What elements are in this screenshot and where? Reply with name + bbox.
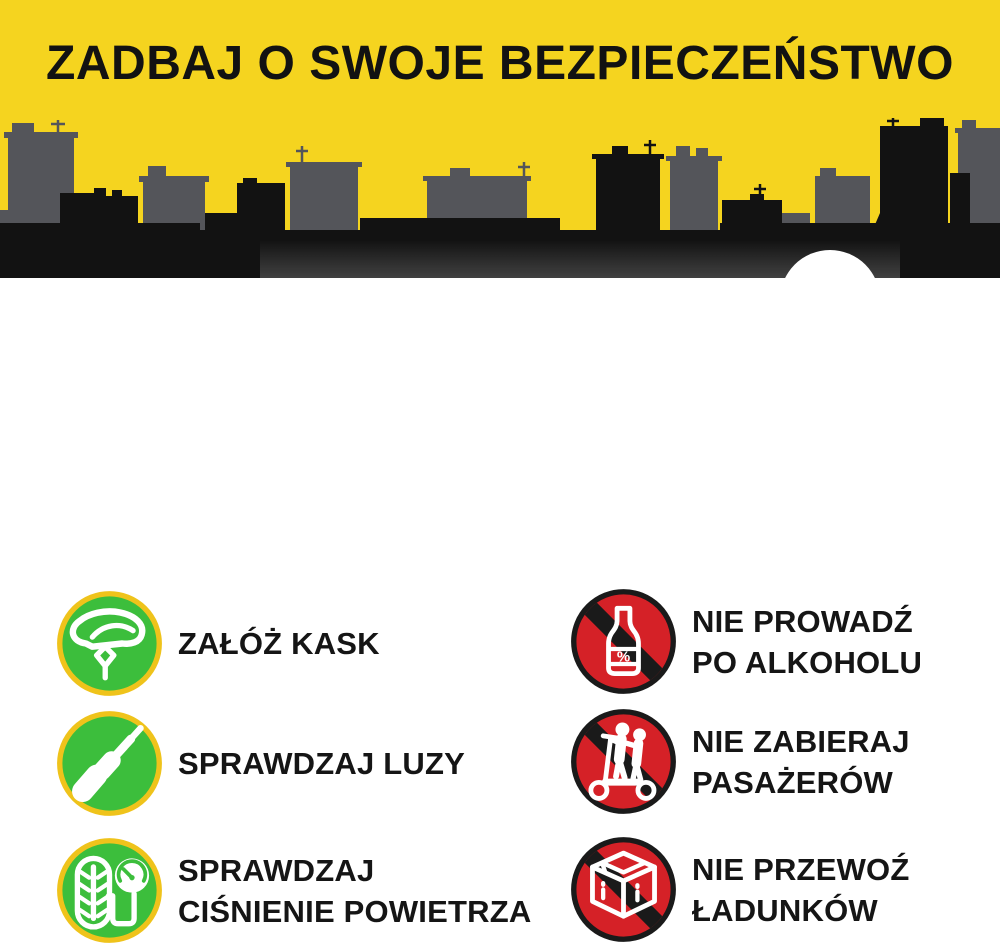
- safety-tips-section: [0, 278, 1000, 929]
- tip-no-passengers: [570, 708, 910, 815]
- tip-no-cargo: [570, 836, 909, 943]
- tip-label-line2: CIŚNIENIE POWIETRZA: [178, 893, 532, 929]
- tip-label: SPRAWDZAJ: [178, 852, 375, 888]
- tip-check-tire-pressure: [56, 837, 531, 944]
- tip-label-line2: PASAŻERÓW: [692, 764, 893, 800]
- tip-label: ZAŁÓŻ KASK: [178, 626, 380, 661]
- screwdriver-icon: [56, 710, 163, 817]
- tip-label: SPRAWDZAJ LUZY: [178, 746, 465, 781]
- tip-label: NIE PROWADŹ: [692, 603, 913, 639]
- tire-pressure-icon: [56, 837, 163, 944]
- percent-label: %: [616, 648, 631, 666]
- tip-label: NIE PRZEWOŹ: [692, 851, 910, 887]
- tip-no-alcohol: [570, 588, 922, 695]
- banner: [0, 0, 1000, 278]
- tip-label-line2: PO ALKOHOLU: [692, 644, 923, 680]
- page-title: ZADBAJ O SWOJE BEZPIECZEŃSTWO: [46, 37, 954, 90]
- no-alcohol-icon: [570, 588, 677, 695]
- tip-wear-helmet: [56, 590, 380, 697]
- tip-check-loose-parts: [56, 710, 465, 817]
- helmet-icon: [56, 590, 163, 697]
- no-cargo-icon: [570, 836, 677, 943]
- tip-label: NIE ZABIERAJ: [692, 723, 910, 759]
- no-passengers-icon: [570, 708, 677, 815]
- city-skyline-illustration: [0, 118, 1000, 278]
- tip-label-line2: ŁADUNKÓW: [692, 892, 878, 928]
